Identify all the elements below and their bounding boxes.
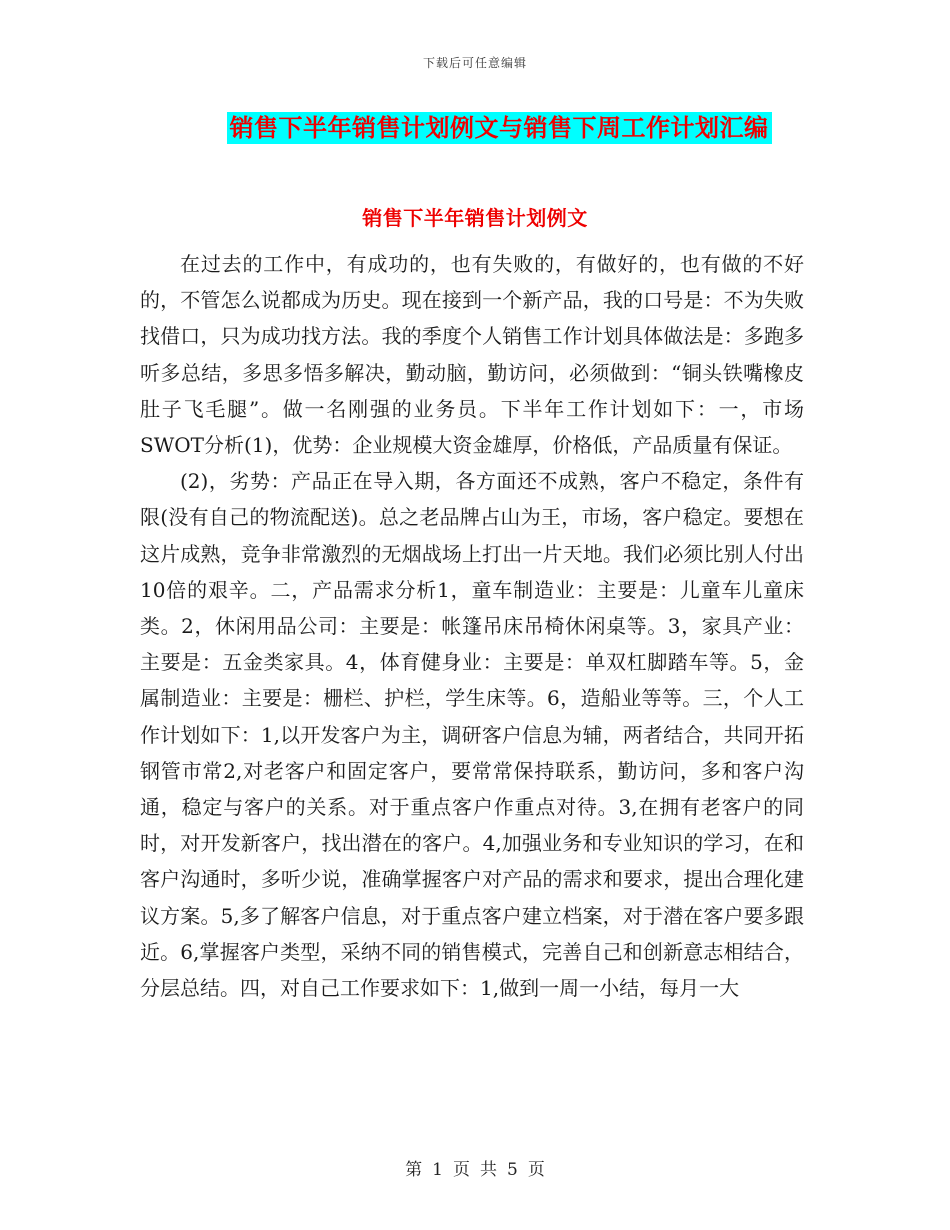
footer-page-total: 5 — [507, 1160, 518, 1180]
body-text — [140, 246, 804, 1006]
footer-total-label: 共 — [480, 1160, 497, 1180]
paragraph: 在过去的工作中，有成功的，也有失败的，有做好的，也有做的不好的，不管怎么说都成为历史。现在接到一个新产品，我的口号是：不为失败找借口，只为成功找方法。我的季度个人销售工作计划具体做法是：多跑多听多总结，多思多悟多解决，勤动脑，勤访问，必须做到：“铜头铁嘴橡皮肚子飞毛腿”。做一名刚强的业务员。下半年工作计划如下：一，市场SWOT分析(1)，优势：企业规模大资金雄厚，价格低，产品质量有保证。 — [140, 252, 804, 458]
footer-page-label: 页 — [453, 1160, 470, 1180]
page-footer — [0, 1155, 950, 1180]
header-note: 下载后可任意编辑 — [422, 56, 527, 70]
section-title: 销售下半年销售计划例文 — [362, 206, 588, 230]
footer-suffix: 页 — [527, 1160, 545, 1180]
footer-prefix: 第 — [405, 1160, 423, 1180]
document-title-wrap — [0, 112, 950, 144]
paragraph: (2)，劣势：产品正在导入期，各方面还不成熟，客户不稳定，条件有限(没有自己的物流配送)。总之老品牌占山为王，市场，客户稳定。要想在这片成熟，竞争非常激烈的无烟战场上打出一片天地。我们必须比别人付出10倍的艰辛。二，产品需求分析1，童车制造业：主要是：儿童车儿童床类。2，休闲用品公司：主要是：帐篷吊床吊椅休闲桌等。3，家具产业：主要是：五金类家具。4，体育健身业：主要是：单双杠脚踏车等。5，金属制造业：主要是：栅栏、护栏，学生床等。6，造船业等等。三，个人工作计划如下：1,以开发客户为主，调研客户信息为辅，两者结合，共同开拓钢管市常2,对老客户和固定客户，要常常保持联系，勤访问，多和客户沟通，稳定与客户的关系。对于重点客户作重点对待。3,在拥有老客户的同时，对开发新客户，找出潜在的客户。4,加强业务和专业知识的学习，在和客户沟通时，多听少说，准确掌握客户对产品的需求和要求，提出合理化建议方案。5,多了解客户信息，对于重点客户建立档案，对于潜在客户要多跟近。6,掌握客户类型，采纳不同的销售模式，完善自己和创新意志相结合，分层总结。四，对自己工作要求如下：1,做到一周一小结，每月一大 — [140, 469, 804, 1001]
document-title: 销售下半年销售计划例文与销售下周工作计划汇编 — [227, 112, 772, 144]
footer-page-current: 1 — [432, 1160, 443, 1180]
